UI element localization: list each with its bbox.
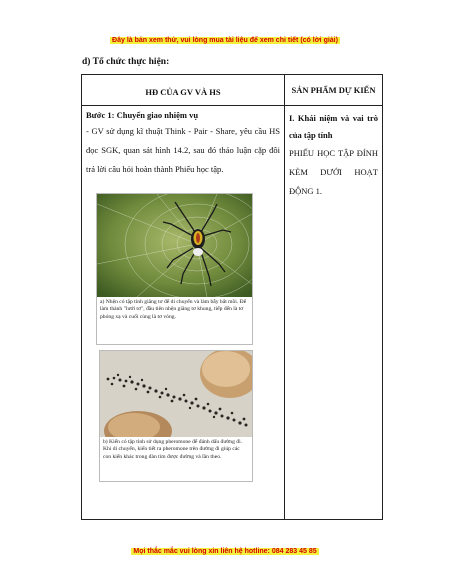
spider-web-image	[97, 194, 252, 297]
top-banner-text: Đây là bản xem thử, vui lòng mua tài liệu để xem chi tiết (có lời giải)	[112, 37, 338, 44]
header-expected-product: SẢN PHẨM DỰ KIẾN	[285, 75, 383, 106]
top-preview-banner	[0, 29, 450, 47]
section-heading: d) Tổ chức thực hiện:	[82, 57, 170, 67]
concept-heading: I. Khái niệm và vai trò của tập tính	[289, 113, 378, 140]
header-teacher-student: HĐ CỦA GV VÀ HS	[82, 75, 285, 106]
bottom-hotline-banner	[0, 540, 450, 558]
ant-caption: b) Kiến có tập tính sử dụng pheromone để đánh dấu đường đi. Khi di chuyển, kiến tiết ra pheromone trên đường đi giúp các con kiến khác trong đàn tìm được đường và lần theo.	[103, 439, 243, 460]
right-cell	[285, 106, 383, 520]
spider-caption: a) Nhện có tập tính giăng tơ để di chuyển và làm bẫy bắt mồi. Để làm thành "lưới tơ", đầu tiên nhện giăng tơ khung, tiếp đến là tơ phóng xạ và cuối cùng là tơ vòng.	[100, 299, 247, 320]
table-header-row	[82, 75, 383, 106]
step-title: Bước 1: Chuyển giao nhiệm vụ	[86, 110, 199, 120]
bottom-banner-text: Mọi thắc mắc vui lòng xin liên hệ hotline: 084 283 45 85	[133, 548, 317, 555]
ant-trail-image	[100, 351, 252, 437]
spider-figure	[96, 193, 253, 345]
worksheet-note: PHIẾU HỌC TẬP ĐÍNH KÈM DƯỚI HOẠT ĐỘNG 1.	[289, 148, 378, 196]
ant-figure	[99, 350, 253, 482]
step-body: - GV sử dụng kĩ thuật Think - Pair - Share, yêu cầu HS đọc SGK, quan sát hình 14.2, sau đó thảo luận cặp đôi trả lời câu hỏi hoàn thành Phiếu học tập.	[86, 126, 280, 174]
